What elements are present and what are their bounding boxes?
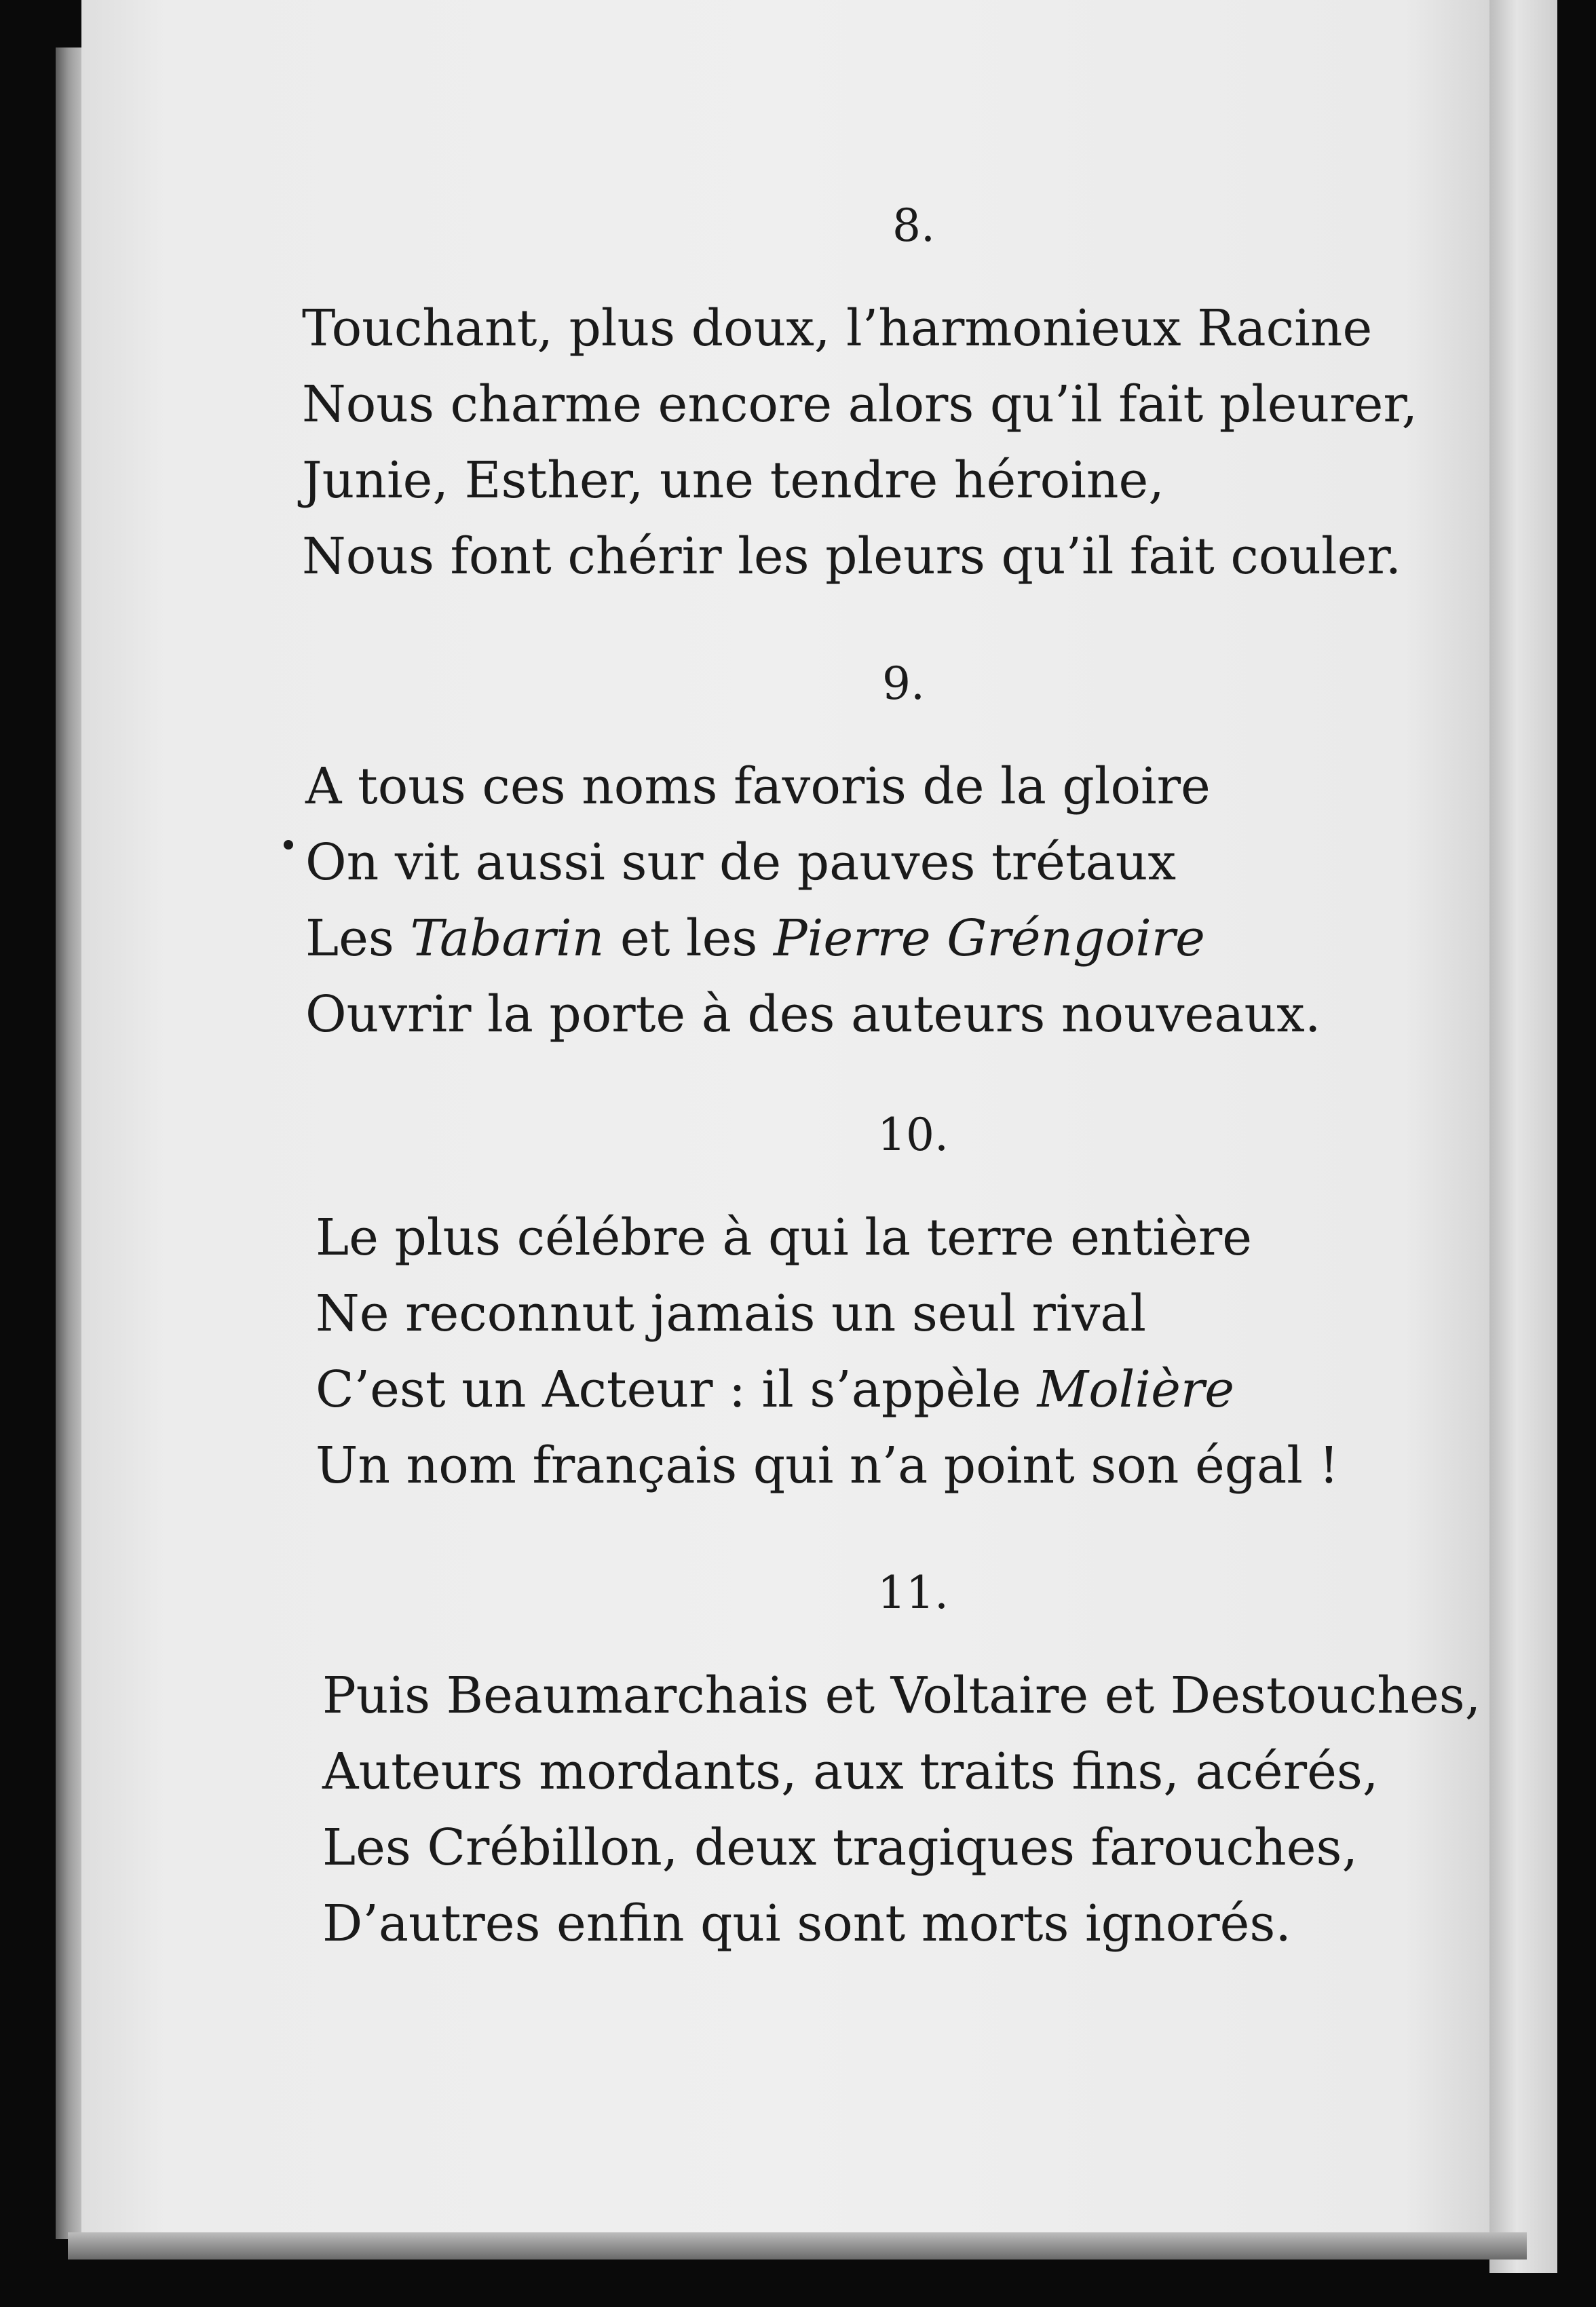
verse-line: Auteurs mordants, aux traits fins, acérés,: [322, 1742, 1379, 1801]
book-bottom-edge: [68, 2232, 1527, 2260]
stanza-number: 8.: [892, 199, 935, 252]
verse-line: Ouvrir la porte à des auteurs nouveaux.: [305, 985, 1321, 1044]
verse-line: [305, 900, 1320, 976]
book-right-edge: [1489, 0, 1557, 2273]
verse-line: Touchant, plus doux, l’harmonieux Racine: [302, 299, 1373, 358]
stanza-number: 11.: [877, 1567, 949, 1619]
italic-name: Pierre Gréngoire: [773, 909, 1205, 968]
verse-line: Junie, Esther, une tendre héroine,: [302, 451, 1164, 510]
stanza-10: [316, 1109, 1340, 1504]
verse-line: Puis Beaumarchais et Voltaire et Destouches,: [322, 1666, 1481, 1725]
italic-name: Molière: [1037, 1360, 1235, 1419]
stanza-11: [322, 1567, 1481, 1962]
margin-bullet-mark: [284, 840, 293, 850]
verse-text: et les: [604, 909, 774, 968]
verse-line: [316, 1352, 1339, 1428]
stanza-8: [302, 199, 1418, 594]
stanza-number: 9.: [882, 657, 925, 710]
verse-text: Les: [305, 909, 411, 968]
stanza-number: 10.: [877, 1109, 949, 1161]
verse-line: Le plus célébre à qui la terre entière: [316, 1208, 1252, 1267]
verse-line: Ne reconnut jamais un seul rival: [316, 1284, 1147, 1343]
verse-line: Nous font chérir les pleurs qu’il fait couler.: [302, 527, 1402, 586]
verse-line: Un nom français qui n’a point son égal !: [316, 1436, 1340, 1495]
verse-line: D’autres enfin qui sont morts ignorés.: [322, 1894, 1291, 1953]
italic-name: Tabarin: [410, 909, 605, 968]
stanza-9: [305, 657, 1321, 1052]
verse-text: C’est un Acteur : il s’appèle: [316, 1360, 1038, 1419]
verse-line: A tous ces noms favoris de la gloire: [305, 757, 1211, 816]
verse-line: On vit aussi sur de pauves trétaux: [305, 833, 1177, 892]
verse-line: Nous charme encore alors qu’il fait pleurer,: [302, 375, 1418, 434]
verse-line: Les Crébillon, deux tragiques farouches,: [322, 1818, 1358, 1877]
